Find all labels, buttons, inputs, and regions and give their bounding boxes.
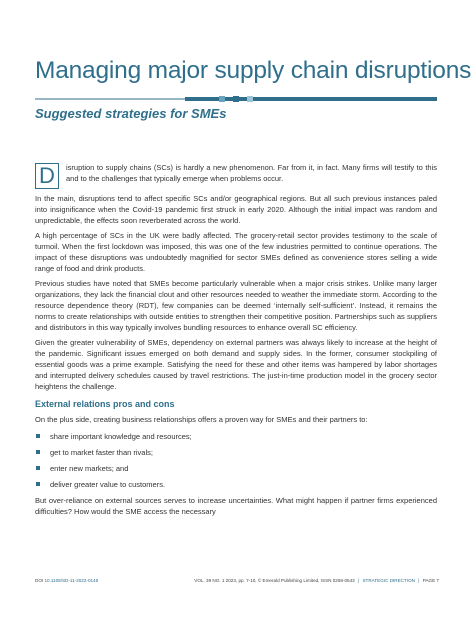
list-item xyxy=(35,463,437,474)
square-bullet-icon xyxy=(36,434,40,438)
title-rule-dot-1 xyxy=(219,96,225,102)
title-rule-thin-left xyxy=(35,99,185,100)
list-item xyxy=(35,447,437,458)
article-body xyxy=(35,162,437,521)
list-item-text: share important knowledge and resources; xyxy=(50,432,192,441)
article-title: Managing major supply chain disruptions xyxy=(35,57,472,84)
square-bullet-icon xyxy=(36,482,40,486)
square-bullet-icon xyxy=(36,450,40,454)
opening-paragraph-text: isruption to supply chains (SCs) is hardly a new phenomenon. Far from it, in fact. Many firms will testify to this and to the challenges that typically emerge when problems occur. xyxy=(66,163,437,183)
paragraph: A high percentage of SCs in the UK were badly affected. The grocery-retail sector provides testimony to the scale of turmoil. When the first lockdown was imposed, this was one of the few industries permitted to continue operations. The impact of these disruptions was undoubtedly magnified for sector SMEs defined as convenience stores selling a wide range of food and drink products. xyxy=(35,231,437,273)
list-item-text: deliver greater value to customers. xyxy=(50,480,166,489)
footer-separator: | xyxy=(418,578,420,583)
list-item xyxy=(35,431,437,442)
section-closing: But over-reliance on external sources serves to increase uncertainties. What might happen if partner firms experienced difficulties? How would the SME access the necessary xyxy=(35,496,437,516)
section-heading: External relations pros and cons xyxy=(35,399,175,409)
list-item xyxy=(35,479,437,490)
footer-citation: VOL. 39 NO. 1 2023, pp. 7-10, © Emerald Publishing Limited, ISSN 0258-0543 xyxy=(194,578,355,583)
footer-right xyxy=(194,578,439,583)
paragraph: Given the greater vulnerability of SMEs, dependency on external partners was always likely to increase at the height of the pandemic. Significant issues emerged on both demand and supply sides. In the former, consumer stockpiling of essential goods was a prime example. Satisfying the need for these and other items was hampered by labor shortages and interrupted delivery schedules caused by travel restrictions. The just-in-time production model in the grocery sector heightens the challenge. xyxy=(35,338,437,391)
article-subtitle: Suggested strategies for SMEs xyxy=(35,106,227,121)
title-rule xyxy=(35,94,437,106)
doi-link[interactable]: 10.1108/SD-11-2022-0146 xyxy=(44,578,99,583)
paragraph: Previous studies have noted that SMEs become particularly vulnerable when a major crisis strikes. Unlike many larger organizations, they lack the financial clout and other resources needed to weather the immediate storm. According to the resource dependence theory (RDT), few companies can be deemed ‘internally self-sufficient’. Instead, it remains the norms to create relationships with outside entities to strengthen their competitive position. Partnerships such as suppliers and distributors in this way typically involves bundling resources to enhance overall SC efficiency. xyxy=(35,279,437,332)
title-rule-dot-3 xyxy=(247,96,253,102)
footer-doi xyxy=(35,578,98,583)
title-rule-dot-2 xyxy=(233,96,239,102)
paragraph: In the main, disruptions tend to affect specific SCs and/or geographical regions. But all such previous instances paled into insignificance when the Covid-19 pandemic first struck in early 2020. Although the initial impact was random and unpredictable, the effects soon reverberated across the world. xyxy=(35,194,437,225)
drop-cap: D xyxy=(35,163,59,189)
list-item-text: get to market faster than rivals; xyxy=(50,448,153,457)
footer-page-number: PAGE 7 xyxy=(422,578,439,583)
section-intro: On the plus side, creating business relationships offers a proven way for SMEs and their partners to: xyxy=(35,415,368,424)
bullet-list xyxy=(35,431,437,490)
opening-paragraph xyxy=(35,162,437,189)
footer-separator: | xyxy=(357,578,360,583)
footer-doi-label: DOI xyxy=(35,578,44,583)
list-item-text: enter new markets; and xyxy=(50,464,129,473)
page-footer xyxy=(35,576,439,586)
footer-journal: STRATEGIC DIRECTION xyxy=(362,578,415,583)
square-bullet-icon xyxy=(36,466,40,470)
